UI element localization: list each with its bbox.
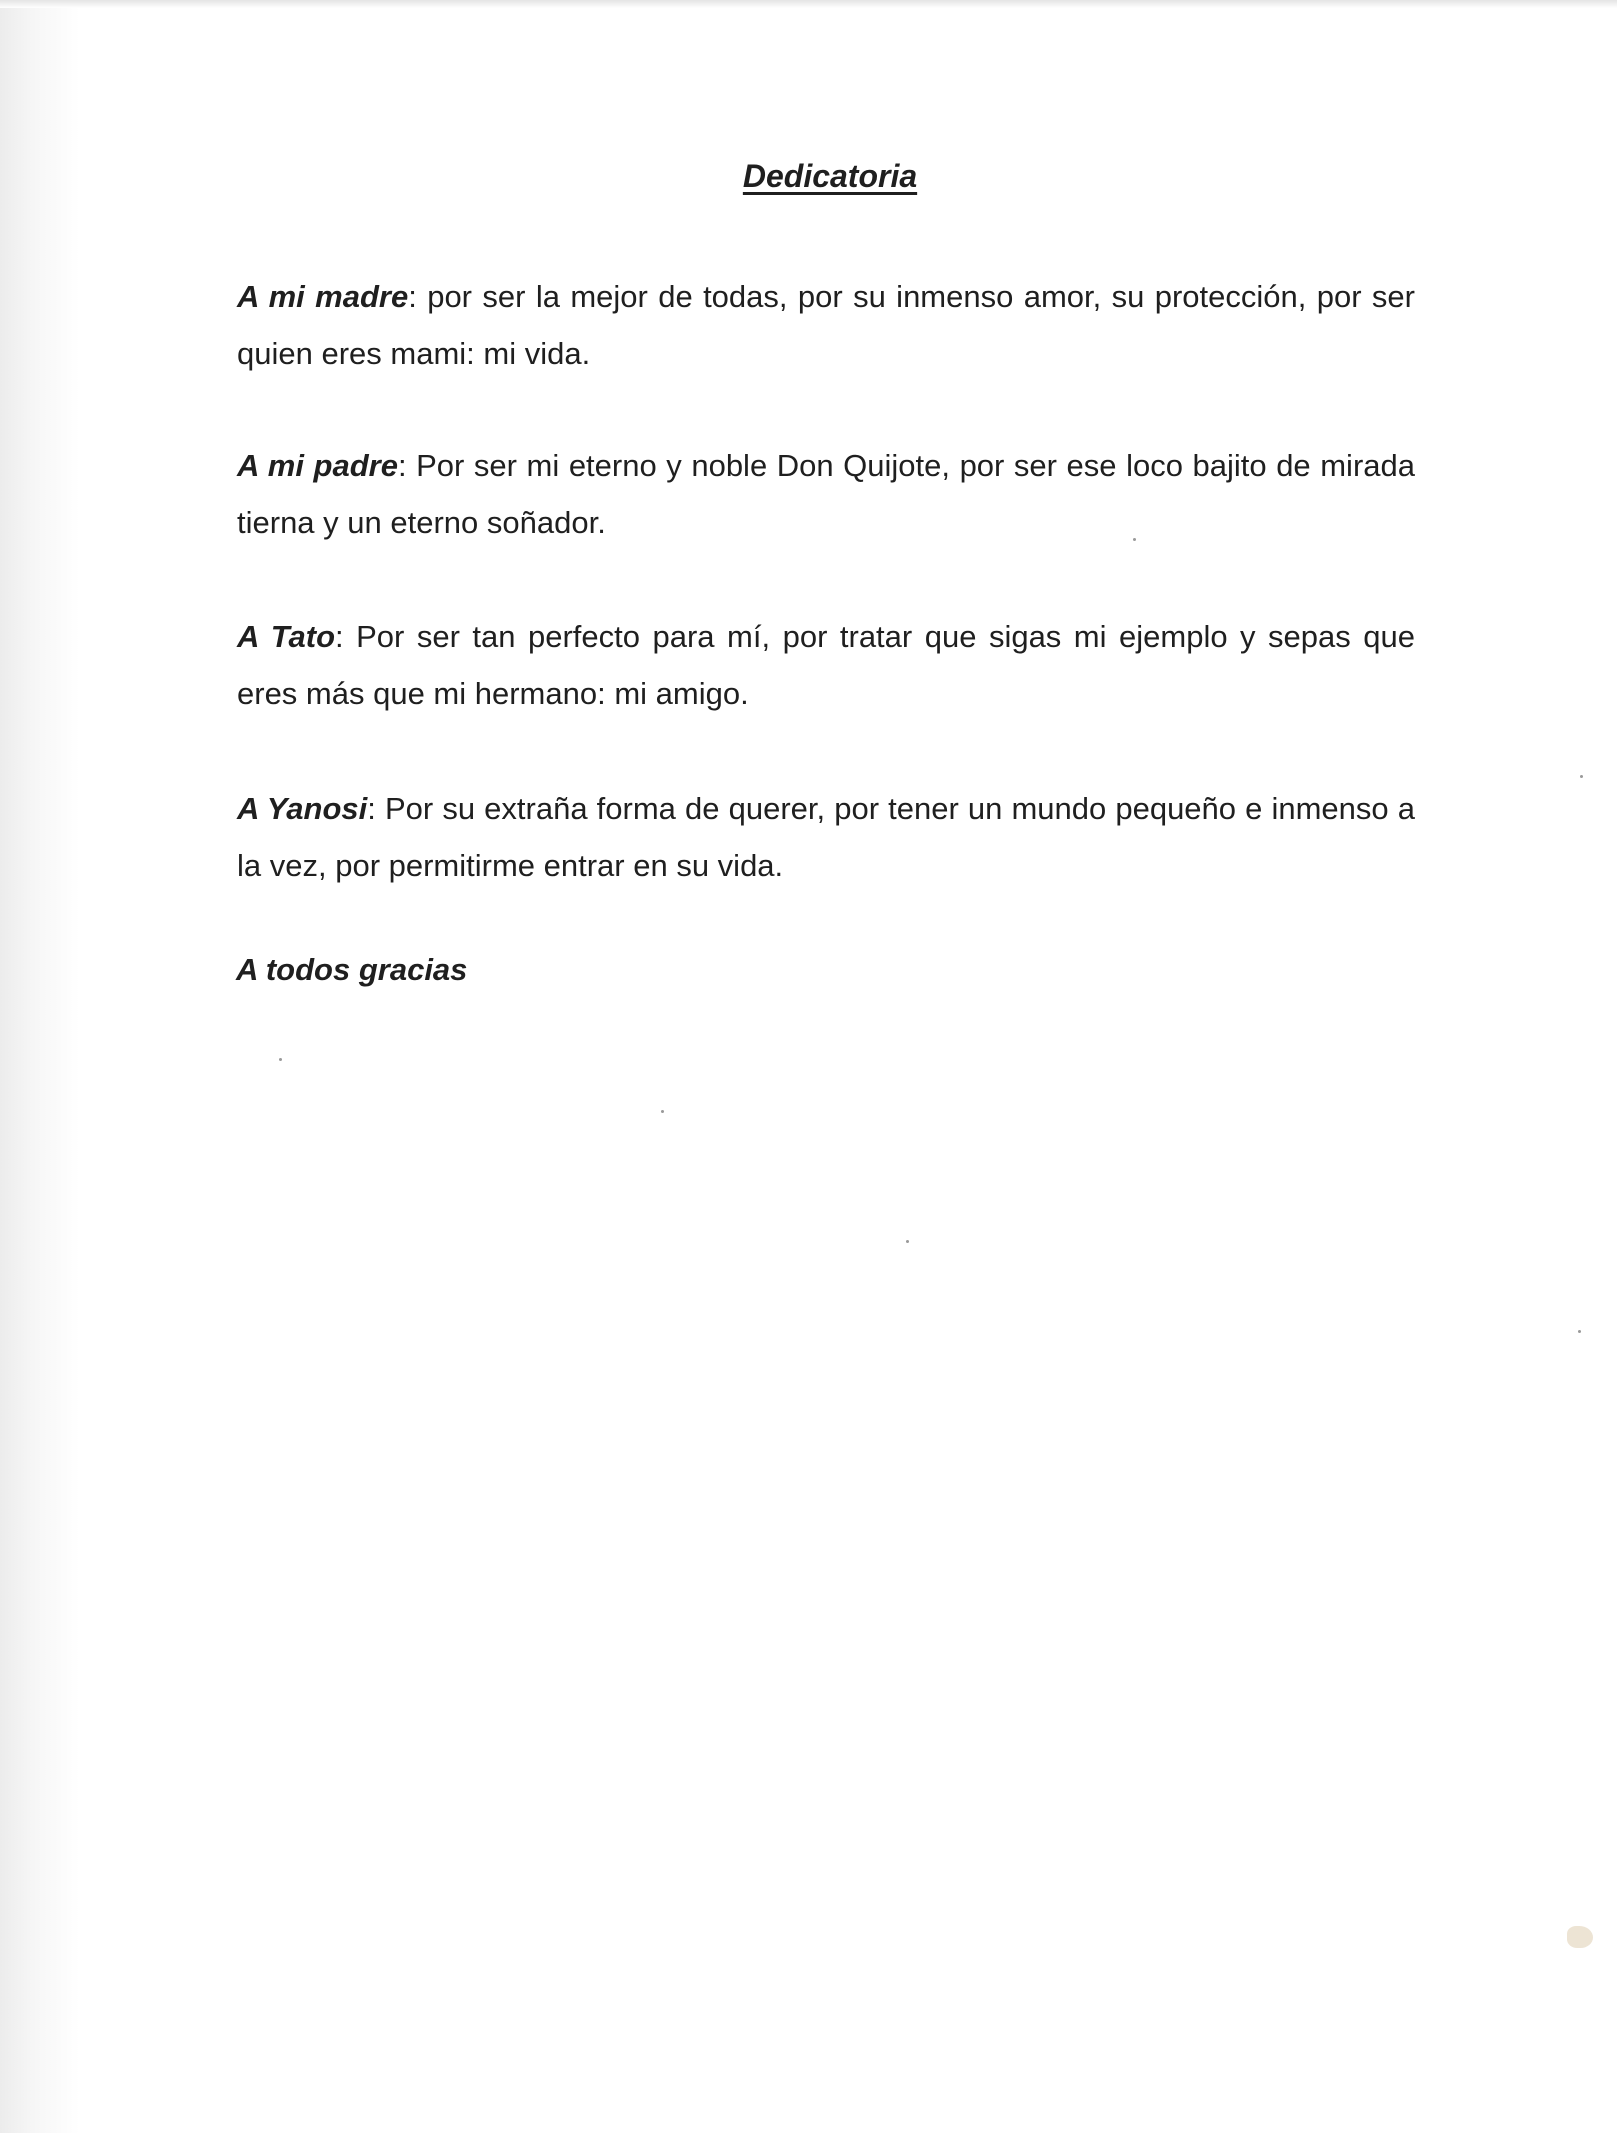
dedication-lead: A mi padre bbox=[237, 448, 398, 483]
scan-shadow-left bbox=[0, 0, 80, 2133]
scan-speck bbox=[1580, 775, 1583, 778]
scan-shadow-top bbox=[0, 0, 1617, 8]
scan-speck bbox=[1578, 1330, 1581, 1333]
page-title: Dedicatoria bbox=[742, 158, 918, 194]
dedication-lead: A Yanosi bbox=[237, 791, 368, 826]
dedication-tato bbox=[237, 608, 1415, 722]
dedication-text: : Por ser tan perfecto para mí, por tratar que sigas mi ejemplo y sepas que eres más que mi hermano: mi amigo. bbox=[237, 619, 1415, 711]
dedication-lead: A mi madre bbox=[237, 279, 409, 314]
scan-speck bbox=[661, 1110, 664, 1113]
dedication-mother bbox=[237, 268, 1415, 382]
scan-speck bbox=[1133, 538, 1136, 541]
scan-smudge bbox=[1567, 1926, 1593, 1948]
scan-speck bbox=[279, 1058, 282, 1061]
dedication-lead: A Tato bbox=[237, 619, 336, 654]
closing-line: A todos gracias bbox=[236, 952, 468, 987]
dedication-father bbox=[237, 437, 1415, 551]
dedication-text: : por ser la mejor de todas, por su inmenso amor, su protección, por ser quien eres mami: mi vida. bbox=[237, 279, 1415, 371]
dedication-text: : Por su extraña forma de querer, por tener un mundo pequeño e inmenso a la vez, por permitirme entrar en su vida. bbox=[237, 791, 1415, 883]
dedication-yanosi bbox=[237, 780, 1415, 894]
scan-speck bbox=[906, 1240, 909, 1243]
dedication-text: : Por ser mi eterno y noble Don Quijote, por ser ese loco bajito de mirada tierna y un eterno soñador. bbox=[237, 448, 1415, 540]
